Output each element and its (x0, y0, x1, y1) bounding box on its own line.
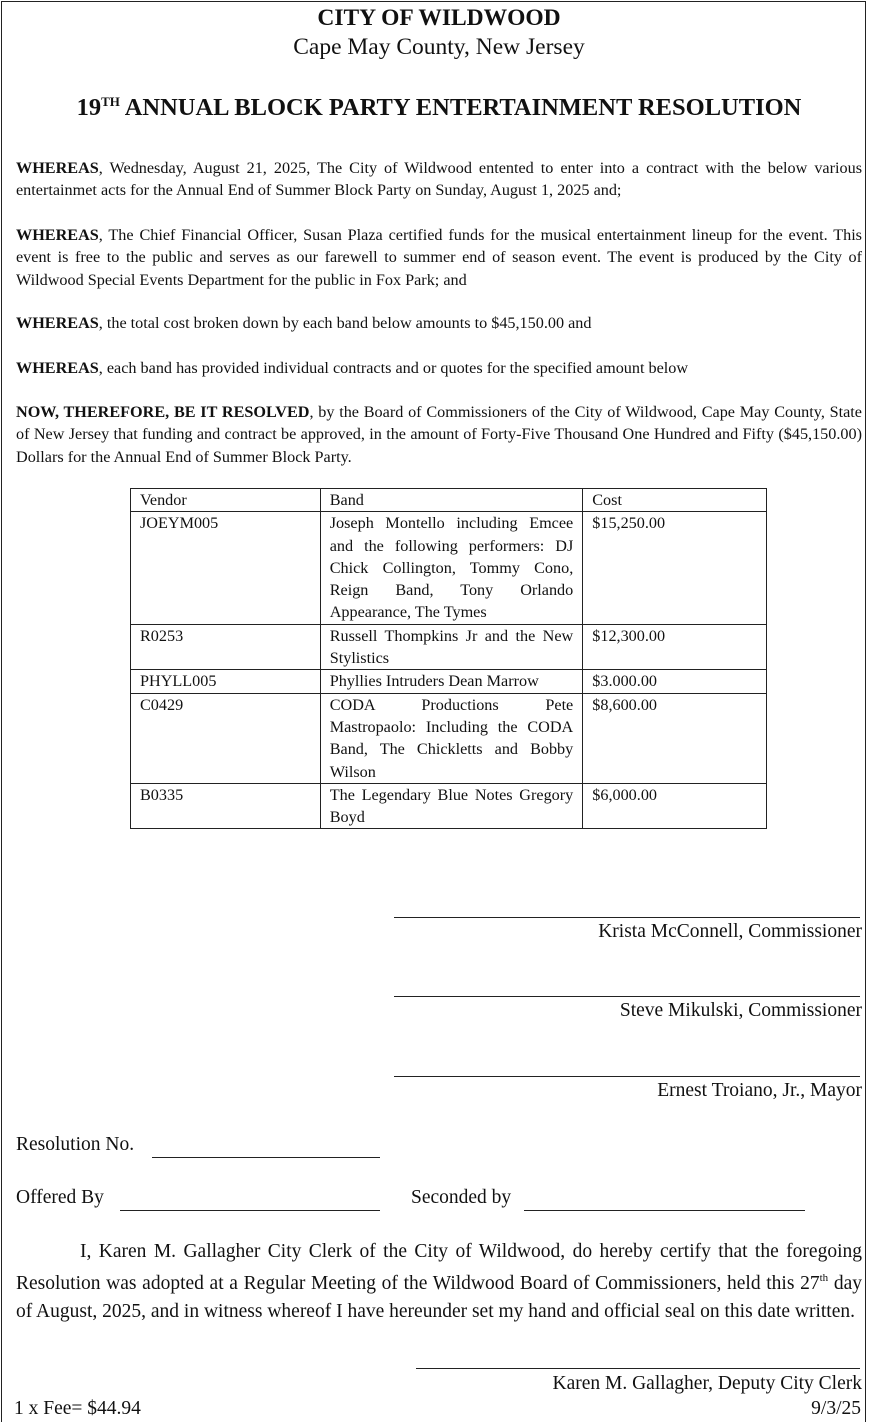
paragraph-text: , by the Board of Commissioners of the City of Wildwood, Cape May County, State of New Jersey that funding and contract be approved, in the amount of Forty-Five Thousand One Hundred and Fifty ($45,150.00) Dollars for the Annual End of Summer Block Party. (16, 403, 862, 466)
resolution-title (16, 94, 862, 122)
table-row (131, 693, 767, 783)
paragraph-text: , The Chief Financial Officer, Susan Plaza certified funds for the musical entertainment lineup for the event. This event is free to the public and serves as our farewell to summer end of season event. The event is produced by the City of Wildwood Special Events Department for the public in Fox Park; and (16, 226, 862, 289)
certification-text-1: I, Karen M. Gallagher City Clerk of the City of Wildwood, do hereby certify that the foregoing Resolution was adopted at a Regular Meeting of the Wildwood Board of Commissioners, held this 27 (16, 1241, 862, 1295)
signature-line-2 (394, 996, 860, 997)
table-row (131, 512, 767, 624)
county-name: Cape May County, New Jersey (293, 34, 585, 60)
certification-ordinal: th (819, 1272, 829, 1285)
resolved-paragraph (16, 401, 862, 468)
table-row (131, 624, 767, 670)
header-cost: Cost (583, 489, 767, 512)
paragraph-text: , Wednesday, August 21, 2025, The City of Wildwood entented to enter into a contract with the below various entertainmet acts for the Annual End of Summer Block Party on Sunday, August 1, 2025 and; (16, 159, 862, 200)
vendor-table (130, 488, 767, 829)
signature-line-1 (394, 917, 860, 918)
band-cell: Russell Thompkins Jr and the New Stylistics (320, 624, 583, 670)
title-number: 19 (76, 94, 102, 121)
paragraph-text: , the total cost broken down by each band below amounts to $45,150.00 and (98, 314, 592, 332)
table-row (131, 783, 767, 829)
signature-line-3 (394, 1076, 860, 1077)
cost-cell: $12,300.00 (583, 624, 767, 670)
paragraph-lead: NOW, THEREFORE, BE IT RESOLVED (16, 403, 310, 421)
paragraph-lead: WHEREAS (16, 359, 99, 377)
band-cell: CODA Productions Pete Mastropaolo: Including the CODA Band, The Chickletts and Bobby Wilson (320, 693, 583, 783)
cost-cell: $15,250.00 (583, 512, 767, 624)
paragraph-lead: WHEREAS (16, 226, 99, 244)
paragraph-lead: WHEREAS (16, 159, 99, 177)
clerk-signature-line (416, 1368, 860, 1369)
vendor-cell: R0253 (131, 624, 321, 670)
header-vendor: Vendor (131, 489, 321, 512)
clerk-certification (16, 1238, 862, 1325)
cost-cell: $8,600.00 (583, 693, 767, 783)
table-row (131, 670, 767, 693)
city-name: CITY OF WILDWOOD (317, 5, 561, 31)
offered-by-label: Offered By (16, 1187, 104, 1208)
certification-text-2: day of August, 2025, and in witness whereof I have hereunder set my hand and official seal on this date written. (16, 1273, 862, 1322)
clerk-signatory: Karen M. Gallagher, Deputy City Clerk (552, 1373, 862, 1394)
paragraph-text: , each band has provided individual contracts and or quotes for the specified amount below (98, 359, 689, 377)
band-cell: The Legendary Blue Notes Gregory Boyd (320, 783, 583, 829)
resolution-no-line (152, 1157, 380, 1158)
band-cell: Phyllies Intruders Dean Marrow (320, 670, 583, 693)
table-header-row (131, 489, 767, 512)
vendor-cell: PHYLL005 (131, 670, 321, 693)
seconded-by-line (524, 1210, 805, 1211)
seconded-by-label: Seconded by (411, 1187, 512, 1208)
whereas-paragraph-3 (16, 312, 862, 334)
title-text: ANNUAL BLOCK PARTY ENTERTAINMENT RESOLUTION (119, 94, 802, 121)
cost-cell: $3.000.00 (583, 670, 767, 693)
vendor-cell: JOEYM005 (131, 512, 321, 624)
whereas-paragraph-1 (16, 157, 862, 202)
vendor-cell: C0429 (131, 693, 321, 783)
resolution-no-label: Resolution No. (16, 1134, 135, 1155)
cost-cell: $6,000.00 (583, 783, 767, 829)
band-cell: Joseph Montello including Emcee and the following performers: DJ Chick Collington, Tommy Cono, Reign Band, Tony Orlando Appearance, The Tymes (320, 512, 583, 624)
whereas-paragraph-2 (16, 224, 862, 291)
signatory-2: Steve Mikulski, Commissioner (619, 1000, 862, 1021)
vendor-cell: B0335 (131, 783, 321, 829)
paragraph-lead: WHEREAS (16, 314, 99, 332)
signatory-3: Ernest Troiano, Jr., Mayor (657, 1080, 862, 1101)
header-band: Band (320, 489, 583, 512)
title-ordinal: TH (101, 94, 120, 109)
whereas-paragraph-4 (16, 357, 862, 379)
publication-date: 9/3/25 (811, 1398, 861, 1419)
signatory-1: Krista McConnell, Commissioner (598, 921, 862, 942)
fee-note: 1 x Fee= $44.94 (14, 1398, 141, 1419)
offered-by-line (120, 1210, 380, 1211)
